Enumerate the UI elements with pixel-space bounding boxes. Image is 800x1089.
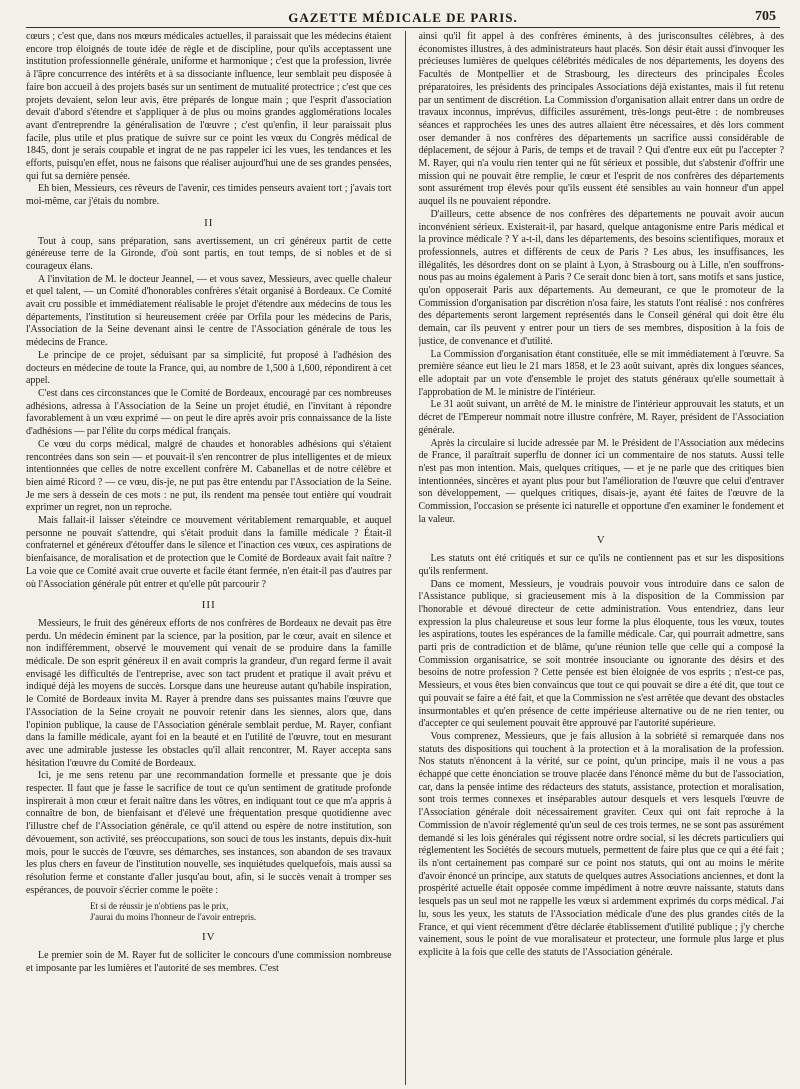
paragraph: Eh bien, Messieurs, ces rêveurs de l'avenir, ces timides penseurs avaient tort ; j'avais tort moi-même, car j'étais du nombre. bbox=[26, 183, 392, 208]
right-column bbox=[419, 31, 785, 1085]
section-heading: IV bbox=[201, 931, 216, 944]
paragraph: Ce vœu du corps médical, malgré de chaudes et honorables adhésions qui s'étaient rencontrées dans son sein — et pouvait-il s'en rencontrer de plus intelligentes et de mieux intentionnées que celles de notre excellent confrère M. Cabanellas et de notre célèbre et bien aimé Ricord ? — ce vœu, dis-je, ne put pas être entendu par l'Association de la Seine. Je me sers à dessein de ces mots : ne put, ils rendent ma pensée tout entière qui voudrait exprimer un regret, non un reproche. bbox=[26, 438, 392, 514]
paragraph: Messieurs, le fruit des généreux efforts de nos confrères de Bordeaux ne devait pas être perdu. Un médecin éminent par la science, par la position, par le cœur, avait en silence et non indifféremment, observé le mouvement qui venait de se produire dans la famille médicale. De son esprit généreux il en avait compris la grandeur, d'un regard ferme il avait envisagé les difficultés de l'entreprise, avec son tact prudent et pratique il avait prévu et indiqué déjà les moyens de succès. Lorsque dans une heureuse autant qu'habile inspiration, le Comité de Bordeaux invita M. Rayer à prendre dans ses puissantes mains l'œuvre que l'Association de la Seine croyait ne pouvoir retenir dans les siennes, alors que, dans l'opinion publique, la cause de l'Association générale semblait perdue, M. Rayer, confiant dans la famille médicale, ayant foi en la beauté et en l'utilité de l'œuvre, tout en mesurant avec une admirable justesse les obstacles qu'il allait rencontrer, M. Rayer accepta sans hésitation l'œuvre du Comité de Bordeaux. bbox=[26, 617, 392, 769]
left-column bbox=[26, 31, 392, 1085]
paragraph: Le premier soin de M. Rayer fut de solliciter le concours d'une commission nombreuse et imposante par les lumières et l'autorité de ses membres. C'est bbox=[26, 950, 392, 974]
running-title: GAZETTE MÉDICALE DE PARIS. bbox=[288, 10, 518, 25]
paragraph: Les statuts ont été critiqués et sur ce qu'ils ne contiennent pas et sur les dispositions qu'ils renferment. bbox=[418, 553, 785, 577]
page-number: 705 bbox=[755, 9, 776, 24]
section-heading: II bbox=[204, 216, 214, 229]
header-rule bbox=[26, 27, 780, 28]
paragraph: Le principe de ce projet, séduisant par sa simplicité, fut proposé à l'adhésion des docteurs en médecine de toute la France, qui, au nombre de 1,500 à 1,600, répondirent à cet appel. bbox=[26, 349, 392, 387]
page-header bbox=[26, 0, 780, 26]
paragraph: Le 31 août suivant, un arrêté de M. le ministre de l'intérieur approuvait les statuts, et un décret de l'Empereur nommait notre illustre confrère, M. Rayer, président de l'Association générale. bbox=[418, 399, 785, 436]
paragraph: cœurs ; c'est que, dans nos mœurs médicales actuelles, il paraissait que les médecins étaient encore trop éloignés de toute idée de règle et de discipline, pour qu'ils acceptassent une institution professionnelle générale, uniforme et harmonique ; c'est que la profession, livrée à l'âpre concurrence des intérêts et à sa dissociante influence, leur semblait peu disposée à faire bon accueil à des projets basés sur un sentiment de mutualité protectrice ; c'est que ces projets devaient, selon leur avis, être préparés de longue main ; que l'esprit d'association devait d'abord s'étendre et s'appliquer à de plus ou moins grandes agglomérations locales avant d'entreprendre la généralisation de l'œuvre ; c'est qu'enfin, il leur paraissait plus facile, plus utile et plus pratique de suivre sur ce point les vœux du Congrès médical de 1845, dont je serais coupable et ingrat de ne pas rappeler ici les vues, les tendances et les efforts, puisqu'en effet, nous ne faisons que réaliser aujourd'hui une de ses grandes pensées, qui fut sa dernière pensée. bbox=[26, 31, 392, 182]
section-heading: V bbox=[596, 534, 606, 547]
paragraph: ainsi qu'il fit appel à des confrères éminents, à des jurisconsultes célèbres, à des économistes illustres, à des administrateurs haut placés. Son désir était aussi d'invoquer les précieuses lumières de quelques célébrités médicales de nos départements, les doyens des Facultés de Montpellier et de Strasbourg, les directeurs des principales Écoles préparatoires, les présidents des principales Associations déjà existantes, mais il fut retenu par un sentiment de discrétion. La Commission d'organisation allait entrer dans un ordre de travaux inconnus, imprévus, difficiles assurément, très-longs peut-être : de nombreuses séances et rapprochées les unes des autres allaient être nécessaires, et dès lors comment oser demander à nos confrères des départements un sacrifice aussi considérable de déplacement, de séjour à Paris, de temps et de travail ? Qui d'entre eux eût pu l'accepter ? M. Rayer, qui n'a voulu rien tenter qui ne fût sérieux et possible, dut s'abstenir d'offrir une mission qui ne pouvait être remplie, le cœur et l'esprit de nos confrères des départements sont assurément trop élevés pour qu'ils eussent été sensibles au vain honneur d'un appel auquel ils ne pouvaient répondre. bbox=[418, 31, 785, 208]
paragraph: Tout à coup, sans préparation, sans avertissement, un cri généreux partit de cette généreuse terre de la Gironde, d'où sont partis, en tout temps, de si nobles et de si courageux élans. bbox=[26, 235, 392, 272]
verse-line: Et si de réussir je n'obtiens pas le prix, bbox=[90, 901, 229, 912]
paragraph: Après la circulaire si lucide adressée par M. le Président de l'Association aux médecins de France, il paraîtrait superflu de donner ici un commentaire de nos statuts. Aussi telle n'est pas mon intention. Mais, quelques critiques, — et je ne parle que des critiques bien intentionnées, sincères et ayant plus pour but l'amélioration de l'œuvre que celui d'entraver son développement, — quelques critiques, disais-je, ayant été faites de l'œuvre de la Commission, l'occasion se présente ici naturelle et opportune d'en examiner le fondement et la valeur. bbox=[418, 437, 785, 525]
paragraph: D'ailleurs, cette absence de nos confrères des départements ne pouvait avoir aucun inconvénient sérieux. Existerait-il, par hasard, quelque antagonisme entre Paris médical et la province médicale ? Y a-t-il, dans les départements, des besoins scientifiques, moraux et professionnels, autres et différents de ceux de Paris ? Les abus, les insuffisances, les illégalités, les désordres dont on se plaint à Lyon, à Strasbourg ou à Lille, n'en souffrons-nous pas au moins également à Paris ? Ce serait donc bien à tort, sans motifs et sans justice, qu'on opposerait Paris aux départements. Au demeurant, ce que le promoteur de la Commission d'organisation par discrétion n'osa faire, les statuts l'ont réalisé : nos confrères des départements seront largement représentés dans le Conseil général qui doit être élu demain, car ils peuvent y entrer pour un tiers de ses membres, disposition à la fois de justice, de convenance et d'utilité. bbox=[418, 208, 785, 347]
text-columns bbox=[26, 31, 784, 1085]
paragraph: Dans ce moment, Messieurs, je voudrais pouvoir vous introduire dans ce salon de l'Assistance publique, si gracieusement mis à la disposition de la Commission par l'honorable et dévoué directeur de cette administration. Vous entendriez, dans leur expression la plus chaleureuse et sous leur forme la plus éloquente, tous les vœux, toutes les aspirations, toutes les espérances de la famille médicale. Car, qui pourrait admettre, sans parti pris de contradiction et de blâme, qu'une réunion telle que celle qui a composé la Commission organisatrice, se soit montrée insouciante ou ignorante des désirs et des besoins de notre profession ? Cette pensée est bien éloignée de vos esprits ; n'est-ce pas, Messieurs, et vous êtes bien convaincus que tout ce qui pouvait se dire a été dit, que tout ce qui pouvait se faire a été fait, et que la Commission ne s'est arrêtée que devant des obstacles insurmontables et qu'en présence de cette impérieuse alternative ou de ne rien tenter, ou d'accepter ce qui seulement pouvait être approuvé par l'autorité supérieure. bbox=[418, 578, 785, 730]
verse-quote bbox=[90, 901, 392, 923]
section-heading: III bbox=[201, 599, 216, 612]
paragraph: Mais fallait-il laisser s'éteindre ce mouvement véritablement remarquable, et auquel personne ne pouvait s'attendre, qui s'était produit dans la famille médicale ? Était-il confraternel et généreux d'étouffer dans le silence et l'inaction ces vœux, ces aspirations de bienfaisance, de moralisation et de protection que le Comité de Bordeaux avait fait naître ? La voie que ce Comité avait crue ouverte et facile étant fermée, n'en était-il pas d'autres par où l'Association générale pût entrer et qu'elle pût parcourir ? bbox=[26, 515, 392, 590]
paragraph: La Commission d'organisation étant constituée, elle se mit immédiatement à l'œuvre. Sa première séance eut lieu le 21 mars 1858, et le 23 août suivant, après dix longues séances, elle adoptait par un vote d'ensemble le projet des statuts généraux qu'elle soumettait à l'approbation de M. le ministre de l'intérieur. bbox=[418, 348, 785, 398]
paragraph: Vous comprenez, Messieurs, que je fais allusion à la sobriété si remarquée dans nos statuts des dispositions qui touchent à la protection et à la moralisation de la profession. Nos statuts n'énoncent à la vérité, sur ce point, qu'un principe, mais il ne vous a pas échappé que cette énonciation se trouve placée dans l'énoncé même du but de l'association, car, dans la pensée intime des rédacteurs des statuts, assistance, protection et moralisation, sont trois termes connexes et inséparables autour desquels et vers lesquels l'œuvre de l'Association générale doit nécessairement graviter. Ceux qui ont fait reproche à la Commission de n'avoir réglementé qu'un seul de ces trois termes, ne se sont pas assurément demandé si les lois générales qui régissent notre ordre social, si les décrets particuliers qui réglementent les Sociétés de secours mutuels, permettent de faire plus que ce qui a été fait ; ils n'ont certainement pas comparé sur ce point nos statuts, qui ont au moins le mérite d'avoir énoncé un principe, aux statuts de quelques autres Associations anciennes, et dont la prospérité actuelle était opposée comme impédiment à notre œuvre naissante, statuts dans lesquels pas un seul mot ne rappelle les vœux si ardemment exprimés du corps médical. J'ai lu, sous les yeux, les statuts de l'Association médicale d'une des plus grandes cités de la France, et qui vient récemment d'être déclarée établissement d'utilité publique ; j'y cherche vainement, sous le point de vue moralisateur et protecteur, une formule plus large et plus explicite à la fois que celle des statuts de l'Association générale. bbox=[418, 730, 785, 958]
verse-line: J'aurai du moins l'honneur de l'avoir entrepris. bbox=[90, 912, 257, 923]
paragraph: Ici, je me sens retenu par une recommandation formelle et pressante que je dois respecter. Il faut que je fasse le sacrifice de tout ce qu'un sentiment de gratitude profonde inspirerait à mon cœur et ferait naître dans les vôtres, en indiquant tout ce que m'a appris à connaître de bon, de bienfaisant et d'élevé une fréquentation presque quotidienne avec l'illustre chef de l'Association générale, ce qu'il attend ou espère de notre institution, son dévouement, son activité, ses préoccupations, son souci de tous les instants, depuis dix-huit mois, pour le succès de l'œuvre, ses démarches, ses instances, son abandon de ses travaux les plus chers en faveur de l'institution nouvelle, ses inquiétudes quelquefois, mais aussi sa résolution ferme et constante d'aller jusqu'au bout, afin, si le succès venait à tromper ses espérances, de pouvoir s'écrier comme le poëte : bbox=[26, 770, 392, 896]
paragraph: A l'invitation de M. le docteur Jeannel, — et vous savez, Messieurs, avec quelle chaleur et quel talent, — un Comité d'honorables confrères s'était organisé à Bordeaux. Ce Comité avait cru possible et immédiatement réalisable le projet d'étendre aux médecins de tous les départements, l'institution si heureusement créée par Orfila pour les médecins de Paris, l'Association de la Seine devenant ainsi le centre de l'Association générale de tous les médecins de France. bbox=[26, 273, 392, 349]
column-divider bbox=[405, 31, 406, 1085]
paragraph: C'est dans ces circonstances que le Comité de Bordeaux, encouragé par ces nombreuses adhésions, adressa à l'Association de la Seine un projet étudié, en l'invitant à répondre favorablement à un vœu exprimé — on peut le dire après avoir pris connaissance de la liste d'adhésions — par l'élite du corps médical français. bbox=[26, 387, 392, 438]
